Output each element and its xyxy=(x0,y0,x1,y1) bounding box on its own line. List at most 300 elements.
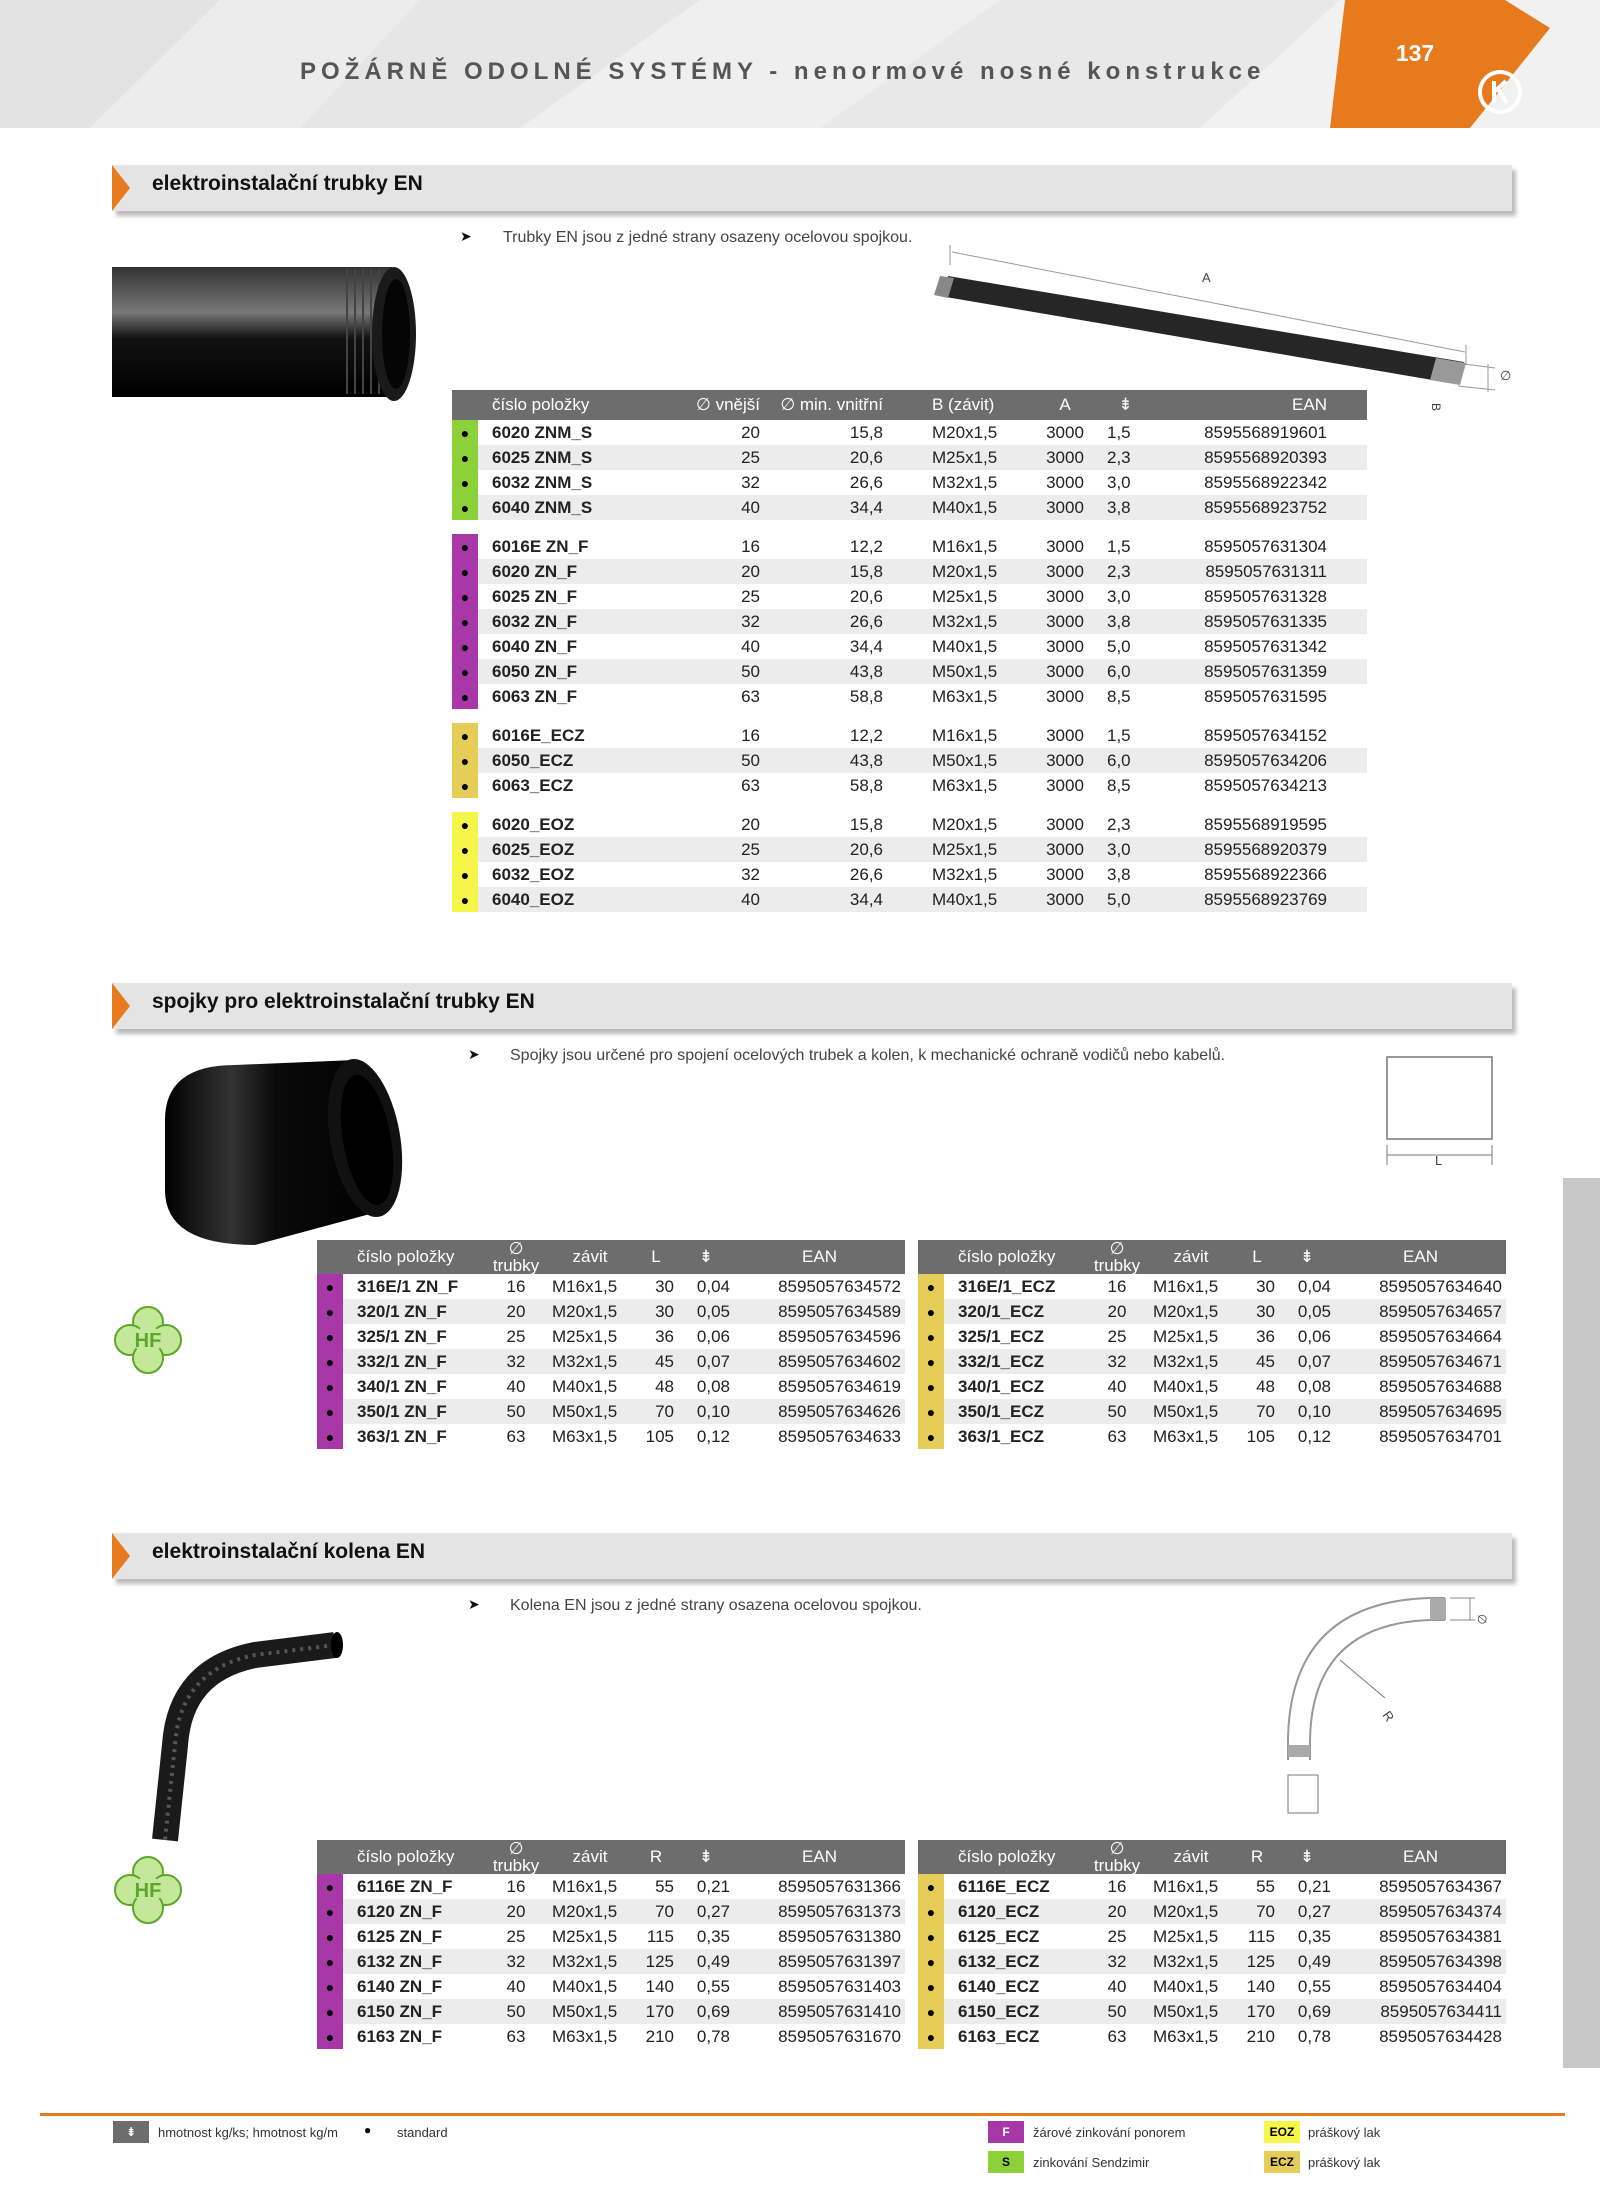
table-row xyxy=(452,420,1367,445)
table-cell: 6020 ZN_F xyxy=(478,559,666,584)
table-cell: 8595568922342 xyxy=(1204,472,1327,492)
table-cell: 3000 xyxy=(1046,775,1084,795)
table-cell: M16x1,5 xyxy=(932,536,998,556)
standard-marker: ● xyxy=(918,1274,944,1299)
column-header: R xyxy=(1235,1840,1279,1874)
table-row xyxy=(317,1999,905,2024)
table-cell: 55 xyxy=(655,1876,674,1896)
table-row xyxy=(452,812,1367,837)
table-cell: 8595568919601 xyxy=(1204,422,1327,442)
column-header-diameter xyxy=(1087,1240,1147,1274)
table-cell: 3000 xyxy=(1031,609,1099,634)
table-cell: 8595057634213 xyxy=(1204,775,1327,795)
column-header-diameter xyxy=(486,1240,546,1274)
table-cell: 32 xyxy=(741,472,760,492)
table-cell: 58,8 xyxy=(849,775,883,795)
ecz-legend-text: práškový lak xyxy=(1308,2155,1381,2170)
column-header-sub: trubky xyxy=(1093,1856,1141,1875)
table-cell: 3,0 xyxy=(1099,837,1152,862)
table-cell: 3000 xyxy=(1046,686,1084,706)
hf-label: HF xyxy=(134,1330,162,1352)
table-cell: 0,78 xyxy=(1297,2026,1331,2046)
table-cell: 30 xyxy=(655,1276,674,1296)
table-cell: 50 xyxy=(486,1999,546,2024)
section-title-pipes: elektroinstalační trubky EN xyxy=(152,172,423,195)
table-cell: 6040_EOZ xyxy=(478,887,666,912)
table-cell: 8595057634701 xyxy=(1379,1426,1502,1446)
table-cell: 5,0 xyxy=(1099,887,1152,912)
table-row xyxy=(317,1424,905,1449)
table-row xyxy=(452,862,1367,887)
table-cell: 16 xyxy=(1107,1276,1127,1296)
table-cell: 3000 xyxy=(1031,887,1099,912)
table-cell: 8595057631380 xyxy=(778,1926,901,1946)
column-header: L xyxy=(1235,1240,1279,1274)
table-cell: 8595057631342 xyxy=(1204,636,1327,656)
table-cell: 6120_ECZ xyxy=(944,1899,1087,1924)
table-cell: 3000 xyxy=(1046,814,1084,834)
column-header: číslo položky xyxy=(343,1240,486,1274)
table-cell: 316E/1_ECZ xyxy=(958,1276,1056,1296)
table-cell: 25 xyxy=(506,1326,526,1346)
standard-marker: ● xyxy=(452,773,478,798)
table-cell: M25x1,5 xyxy=(932,586,998,606)
weight-symbol-box: ⇟ xyxy=(113,2121,149,2143)
column-header: R xyxy=(634,1840,678,1874)
table-cell: M25x1,5 xyxy=(1153,1926,1219,1946)
table-row xyxy=(452,887,1367,912)
table-cell: M63x1,5 xyxy=(552,2026,618,2046)
table-cell: 0,35 xyxy=(696,1926,730,1946)
standard-marker: ● xyxy=(317,2024,343,2049)
pipes-note: Trubky EN jsou z jedné strany osazeny ocelovou spojkou. xyxy=(503,229,913,246)
standard-marker: ● xyxy=(452,470,478,495)
section-title-elbows: elektroinstalační kolena EN xyxy=(152,1540,426,1563)
standard-marker: ● xyxy=(452,748,478,773)
table-cell: M32x1,5 xyxy=(932,864,998,884)
diameter-symbol: ∅ xyxy=(1109,1839,1125,1858)
table-cell: 8595057634626 xyxy=(734,1399,905,1424)
table-cell: 320/1 ZN_F xyxy=(343,1299,486,1324)
table-cell: 25 xyxy=(506,1926,526,1946)
table-cell: M16x1,5 xyxy=(1153,1876,1219,1896)
table-cell: M16x1,5 xyxy=(552,1276,618,1296)
table-cell: 6150_ECZ xyxy=(944,1999,1087,2024)
standard-marker: ● xyxy=(918,1424,944,1449)
column-header: A xyxy=(1031,390,1099,420)
standard-marker: ● xyxy=(317,1299,343,1324)
table-cell: 34,4 xyxy=(764,887,887,912)
column-header: ⇟ xyxy=(678,1240,734,1274)
dimension-b-label: B xyxy=(1429,403,1443,412)
table-row xyxy=(918,1324,1506,1349)
table-row xyxy=(452,495,1367,520)
diameter-symbol: ∅ xyxy=(1500,368,1512,383)
table-cell: 8595057634657 xyxy=(1335,1299,1506,1324)
table-cell: 20 xyxy=(1087,1299,1147,1324)
table-cell: 20 xyxy=(741,422,760,442)
table-cell: 25 xyxy=(1107,1926,1127,1946)
column-header: závit xyxy=(1147,1240,1235,1274)
table-cell: 50 xyxy=(1087,1399,1147,1424)
table-cell: M50x1,5 xyxy=(546,1399,634,1424)
table-cell: 115 xyxy=(646,1926,674,1946)
table-cell: 63 xyxy=(741,686,760,706)
table-cell: 8,5 xyxy=(1107,686,1131,706)
table-row xyxy=(918,1974,1506,1999)
column-header: číslo položky xyxy=(478,390,666,420)
table-cell: 140 xyxy=(1246,1976,1275,1996)
table-cell: 8595057631670 xyxy=(778,2026,901,2046)
table-row xyxy=(918,1899,1506,1924)
standard-marker: ● xyxy=(918,1349,944,1374)
table-cell: M63x1,5 xyxy=(1153,2026,1219,2046)
table-cell: 6040 ZN_F xyxy=(492,636,578,656)
table-cell: 40 xyxy=(506,1376,526,1396)
table-cell: 340/1 ZN_F xyxy=(357,1376,447,1396)
table-row xyxy=(918,1874,1506,1899)
table-row xyxy=(918,1349,1506,1374)
column-header: číslo položky xyxy=(343,1840,486,1874)
table-cell: 8595057634602 xyxy=(734,1349,905,1374)
table-row xyxy=(452,837,1367,862)
table-cell: 43,8 xyxy=(764,748,887,773)
table-cell: 45 xyxy=(634,1349,678,1374)
table-cell: M16x1,5 xyxy=(552,1876,618,1896)
eoz-color-box: EOZ xyxy=(1264,2121,1300,2143)
table-cell: 50 xyxy=(666,659,764,684)
table-cell: 6025_EOZ xyxy=(478,837,666,862)
column-header: ⇟ xyxy=(1099,390,1152,420)
table-cell: 70 xyxy=(634,1399,678,1424)
table-cell: 0,69 xyxy=(1279,1999,1335,2024)
table-cell: 350/1_ECZ xyxy=(944,1399,1087,1424)
table-cell: 350/1 ZN_F xyxy=(343,1399,486,1424)
table-cell: 70 xyxy=(1235,1899,1279,1924)
table-cell: 63 xyxy=(1107,1426,1127,1446)
table-cell: 6116E_ECZ xyxy=(958,1876,1050,1896)
table-cell: 63 xyxy=(506,1426,526,1446)
standard-marker: ● xyxy=(918,2024,944,2049)
table-row xyxy=(452,445,1367,470)
table-cell: 32 xyxy=(486,1949,546,1974)
table-cell: 8595057634152 xyxy=(1204,725,1327,745)
standard-marker: ● xyxy=(452,684,478,709)
table-cell: 3000 xyxy=(1046,586,1084,606)
table-cell: 15,8 xyxy=(764,559,887,584)
table-cell: 6132 ZN_F xyxy=(343,1949,486,1974)
table-cell: 26,6 xyxy=(849,864,883,884)
table-cell: 32 xyxy=(741,864,760,884)
table-cell: 1,5 xyxy=(1107,725,1131,745)
standard-marker: ● xyxy=(918,1924,944,1949)
table-cell: 70 xyxy=(634,1899,678,1924)
table-cell: M63x1,5 xyxy=(552,1426,618,1446)
s-color-box: S xyxy=(988,2151,1024,2173)
table-cell: 6020 ZNM_S xyxy=(492,422,593,442)
table-cell: 12,2 xyxy=(849,536,883,556)
table-cell: M63x1,5 xyxy=(1153,1426,1219,1446)
standard-marker: ● xyxy=(317,1874,343,1899)
table-cell: 6125 ZN_F xyxy=(357,1926,443,1946)
standard-marker: ● xyxy=(317,1949,343,1974)
table-cell: M25x1,5 xyxy=(552,1926,618,1946)
standard-marker: ● xyxy=(452,559,478,584)
table-cell: 8595568919595 xyxy=(1204,814,1327,834)
table-cell: 8595568923752 xyxy=(1152,495,1367,520)
table-cell: 3,8 xyxy=(1099,495,1152,520)
table-cell: 6020_EOZ xyxy=(492,814,575,834)
column-header: EAN xyxy=(734,1840,905,1874)
bullet-arrow-icon: ➤ xyxy=(468,1596,480,1612)
table-row xyxy=(317,1349,905,1374)
table-row xyxy=(452,634,1367,659)
table-cell: 0,21 xyxy=(696,1876,730,1896)
column-header: ⇟ xyxy=(1279,1840,1335,1874)
table-row xyxy=(317,2024,905,2049)
table-cell: M32x1,5 xyxy=(546,1949,634,1974)
column-header: závit xyxy=(546,1240,634,1274)
table-row xyxy=(317,1399,905,1424)
table-cell: 8595568920379 xyxy=(1152,837,1367,862)
table-cell: 20 xyxy=(1087,1899,1147,1924)
table-cell: 6050 ZN_F xyxy=(478,659,666,684)
table-cell: 26,6 xyxy=(849,472,883,492)
table-cell: 26,6 xyxy=(764,609,887,634)
table-cell: 32 xyxy=(666,609,764,634)
table-cell: 40 xyxy=(1107,1376,1127,1396)
table-cell: 0,55 xyxy=(1297,1976,1331,1996)
table-cell: M20x1,5 xyxy=(932,422,998,442)
table-cell: 6032_EOZ xyxy=(492,864,575,884)
table-cell: 8595057631335 xyxy=(1152,609,1367,634)
table-cell: 6016E_ECZ xyxy=(492,725,585,745)
table-cell: 8595057631311 xyxy=(1152,559,1367,584)
table-cell: 105 xyxy=(1246,1426,1275,1446)
standard-marker: ● xyxy=(918,1899,944,1924)
radius-label: R xyxy=(1379,1708,1398,1725)
table-cell: 32 xyxy=(486,1349,546,1374)
table-cell: 50 xyxy=(486,1399,546,1424)
diameter-symbol: ∅ xyxy=(508,1839,524,1858)
elbow-diagram xyxy=(1280,1590,1500,1825)
column-header: EAN xyxy=(1335,1240,1506,1274)
standard-marker: ● xyxy=(452,495,478,520)
group-spacer xyxy=(452,709,1367,723)
table-cell: 63 xyxy=(506,2026,526,2046)
eoz-legend-text: práškový lak xyxy=(1308,2125,1381,2140)
table-cell: 3000 xyxy=(1046,725,1084,745)
bullet-arrow-icon: ➤ xyxy=(460,228,472,244)
footer-divider xyxy=(40,2113,1565,2116)
elbows-table-ecz xyxy=(918,1840,1506,2049)
table-cell: M20x1,5 xyxy=(1147,1299,1235,1324)
table-cell: 15,8 xyxy=(849,814,883,834)
table-cell: 12,2 xyxy=(849,725,883,745)
standard-marker: ● xyxy=(452,609,478,634)
table-cell: 3000 xyxy=(1046,636,1084,656)
table-cell: 8595057631366 xyxy=(778,1876,901,1896)
diameter-symbol: ∅ xyxy=(1109,1239,1125,1258)
table-row xyxy=(452,748,1367,773)
table-cell: 30 xyxy=(1256,1276,1275,1296)
table-cell: 210 xyxy=(1246,2026,1275,2046)
table-cell: 20,6 xyxy=(764,837,887,862)
standard-marker: ● xyxy=(918,1999,944,2024)
diameter-symbol: ∅ xyxy=(508,1239,524,1258)
weight-legend-text: hmotnost kg/ks; hmotnost kg/m xyxy=(158,2125,338,2140)
standard-marker: ● xyxy=(317,1424,343,1449)
table-cell: 25 xyxy=(741,586,760,606)
table-cell: 6032 ZN_F xyxy=(478,609,666,634)
table-cell: M50x1,5 xyxy=(1147,1999,1235,2024)
table-cell: 0,27 xyxy=(678,1899,734,1924)
page-number: 137 xyxy=(1395,40,1435,66)
column-header: ∅ vnější xyxy=(666,390,764,420)
standard-marker: ● xyxy=(317,1324,343,1349)
group-spacer xyxy=(452,798,1367,812)
table-cell: 6025 ZN_F xyxy=(492,586,578,606)
diameter-symbol: ∅ xyxy=(1475,1614,1489,1625)
column-header: závit xyxy=(1147,1840,1235,1874)
elbow-photo xyxy=(135,1625,355,1860)
table-cell: 6140 ZN_F xyxy=(357,1976,443,1996)
table-cell: M32x1,5 xyxy=(932,472,998,492)
table-cell: 363/1 ZN_F xyxy=(357,1426,447,1446)
table-cell: 0,10 xyxy=(678,1399,734,1424)
table-cell: M40x1,5 xyxy=(887,887,1031,912)
column-header: EAN xyxy=(1335,1840,1506,1874)
table-cell: 63 xyxy=(741,775,760,795)
standard-marker: ● xyxy=(452,659,478,684)
table-row xyxy=(918,1999,1506,2024)
table-cell: 40 xyxy=(506,1976,526,1996)
column-header: ⇟ xyxy=(1279,1240,1335,1274)
table-cell: 20 xyxy=(486,1299,546,1324)
section-arrow-icon xyxy=(112,1533,130,1579)
pipes-table xyxy=(452,390,1367,912)
standard-marker: ● xyxy=(918,1399,944,1424)
standard-marker: ● xyxy=(452,534,478,559)
table-cell: M20x1,5 xyxy=(546,1299,634,1324)
table-cell: 6132_ECZ xyxy=(944,1949,1087,1974)
table-cell: 34,4 xyxy=(764,495,887,520)
table-cell: 8595057634411 xyxy=(1335,1999,1506,2024)
table-cell: 0,05 xyxy=(1279,1299,1335,1324)
ecz-color-box: ECZ xyxy=(1264,2151,1300,2173)
table-cell: 320/1_ECZ xyxy=(944,1299,1087,1324)
table-cell: 105 xyxy=(645,1426,674,1446)
table-cell: 170 xyxy=(634,1999,678,2024)
standard-marker: ● xyxy=(452,862,478,887)
table-cell: 332/1 ZN_F xyxy=(343,1349,486,1374)
table-row xyxy=(317,1974,905,1999)
column-header: číslo položky xyxy=(944,1240,1087,1274)
table-cell: 55 xyxy=(1256,1876,1275,1896)
standard-marker: ● xyxy=(317,1274,343,1299)
standard-marker: ● xyxy=(317,1899,343,1924)
table-cell: 8595057634596 xyxy=(778,1326,901,1346)
table-cell: 40 xyxy=(666,887,764,912)
table-cell: M63x1,5 xyxy=(932,686,998,706)
table-cell: 0,69 xyxy=(678,1999,734,2024)
column-header-diameter xyxy=(486,1840,546,1874)
table-cell: 8595057634398 xyxy=(1335,1949,1506,1974)
table-cell: 8595057634428 xyxy=(1379,2026,1502,2046)
table-row xyxy=(918,1949,1506,1974)
column-header: B (závit) xyxy=(887,390,1031,420)
standard-marker: ● xyxy=(452,837,478,862)
table-header-row xyxy=(317,1240,905,1274)
table-row xyxy=(317,1274,905,1299)
section-arrow-icon xyxy=(112,165,130,211)
standard-marker: ● xyxy=(317,1974,343,1999)
couplings-note: Spojky jsou určené pro spojení ocelových trubek a kolen, k mechanické ochraně vodičů nebo kabelů. xyxy=(510,1047,1226,1064)
standard-marker: ● xyxy=(452,420,478,445)
table-row xyxy=(452,773,1367,798)
table-cell: 8595057634688 xyxy=(1379,1376,1502,1396)
table-cell: 125 xyxy=(634,1949,678,1974)
column-header: ∅ min. vnitřní xyxy=(764,390,887,420)
table-cell: 8595057634589 xyxy=(734,1299,905,1324)
table-cell: 30 xyxy=(1235,1299,1279,1324)
table-cell: M32x1,5 xyxy=(1147,1949,1235,1974)
table-cell: 340/1_ECZ xyxy=(958,1376,1044,1396)
table-cell: 3000 xyxy=(1046,422,1084,442)
table-cell: 48 xyxy=(655,1376,674,1396)
table-cell: 3,0 xyxy=(1107,472,1131,492)
table-cell: 25 xyxy=(666,445,764,470)
standard-marker: ● xyxy=(452,445,478,470)
table-cell: 0,04 xyxy=(696,1276,730,1296)
table-cell: 8595057631403 xyxy=(778,1976,901,1996)
standard-marker: ● xyxy=(317,1999,343,2024)
column-header-diameter xyxy=(1087,1840,1147,1874)
table-cell: M40x1,5 xyxy=(932,636,998,656)
table-cell: 140 xyxy=(645,1976,674,1996)
table-cell: 316E/1 ZN_F xyxy=(357,1276,459,1296)
table-cell: 40 xyxy=(1107,1976,1127,1996)
table-cell: 8595057634619 xyxy=(778,1376,901,1396)
elbows-table-zn xyxy=(317,1840,905,2049)
table-cell: 40 xyxy=(741,636,760,656)
table-cell: 8595057634374 xyxy=(1335,1899,1506,1924)
standard-marker: ● xyxy=(364,2123,372,2137)
table-cell: M63x1,5 xyxy=(932,775,998,795)
table-header-row xyxy=(918,1240,1506,1274)
table-cell: 0,04 xyxy=(1297,1276,1331,1296)
table-cell: M40x1,5 xyxy=(1153,1976,1219,1996)
header-marker-cell xyxy=(918,1840,944,1874)
standard-marker: ● xyxy=(918,1974,944,1999)
table-cell: 2,3 xyxy=(1099,445,1152,470)
table-cell: M40x1,5 xyxy=(1153,1376,1219,1396)
table-cell: 3000 xyxy=(1031,748,1099,773)
standard-legend-text: standard xyxy=(397,2125,448,2140)
column-header-sub: trubky xyxy=(1093,1256,1141,1275)
table-cell: 8595057634404 xyxy=(1379,1976,1502,1996)
header-marker-cell xyxy=(452,390,478,420)
table-cell: 0,12 xyxy=(696,1426,730,1446)
elbows-note: Kolena EN jsou z jedné strany osazena ocelovou spojkou. xyxy=(510,1597,922,1614)
table-cell: 8595057634572 xyxy=(778,1276,901,1296)
table-cell: 8595057634367 xyxy=(1379,1876,1502,1896)
table-cell: 16 xyxy=(506,1276,526,1296)
table-cell: 3000 xyxy=(1031,837,1099,862)
table-cell: M25x1,5 xyxy=(552,1326,618,1346)
table-cell: 16 xyxy=(741,536,760,556)
table-cell: 8,5 xyxy=(1107,775,1131,795)
